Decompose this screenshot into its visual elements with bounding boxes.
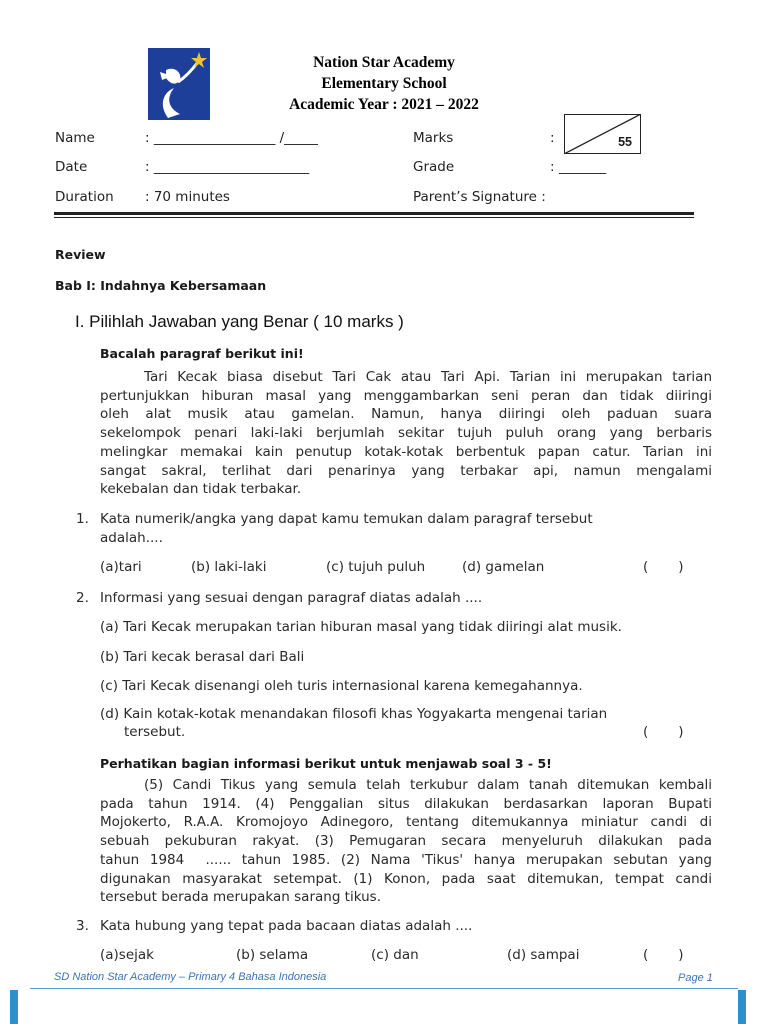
question-number: 3. [76,918,89,934]
footer-line [30,988,738,989]
paragraph-line: digunakan masyarakat setempat. (1) Konon, pada saat ditemukan, tempat candi [100,870,712,887]
name-field[interactable]: : __________________ /_____ [145,130,318,146]
date-field[interactable]: : _______________________ [145,159,310,175]
grade-field[interactable]: : _______ [550,159,607,175]
grade-label: Grade [413,159,455,175]
marks-label: Marks [413,130,454,146]
question-1-text-cont: adalah.... [100,530,163,546]
paragraph-line: sebuah pekuburan rakyat. (3) Pemugaran secara menyeluruh dilakukan pada [100,833,712,850]
footer-page-number: Page 1 [678,972,713,984]
paragraph-line: sangat sakral, terlihat dari penarinya yang terbakar api, namun mengalami [100,462,712,479]
marks-total: 55 [618,135,632,149]
footer-right-bar [738,990,746,1024]
q1-option-d[interactable]: (d) gamelan [462,559,545,575]
marks-box[interactable] [564,114,641,154]
question-3-text: Kata hubung yang tepat pada bacaan diatas adalah .... [100,918,473,934]
section-title: I. Pilihlah Jawaban yang Benar ( 10 marks ) [75,312,404,331]
q2-option-c[interactable]: (c) Tari Kecak disenangi oleh turis internasional karena kemegahannya. [100,678,583,694]
question-number: 1. [76,511,89,527]
academic-year: Academic Year : 2021 – 2022 [289,96,479,113]
q2-option-b[interactable]: (b) Tari kecak berasal dari Bali [100,649,305,665]
review-heading: Review [55,247,106,262]
q3-option-c[interactable]: (c) dan [371,947,419,963]
duration-label: Duration [55,189,114,205]
paragraph-line: Mojokerto, R.A.A. Kromojoyo Adinegoro, tentang ditemukannya miniatur candi di [100,814,712,831]
paragraph-line: oleh alat musik atau gamelan. Namun, hanya diiringi oleh paduan suara [100,406,712,423]
paragraph-line: kekebalan dan tidak terbakar. [100,481,302,498]
q1-answer-blank[interactable]: ( ) [643,559,684,575]
q2-option-a[interactable]: (a) Tari Kecak merupakan tarian hiburan masal yang tidak diiringi alat musik. [100,619,622,635]
q3-option-b[interactable]: (b) selama [236,947,309,963]
q2-answer-blank[interactable]: ( ) [643,724,684,740]
instruction-questions-3-5: Perhatikan bagian informasi berikut untuk menjawab soal 3 - 5! [100,756,552,771]
duration-value: : 70 minutes [145,189,230,205]
paragraph-line: pertunjukkan hiburan masal yang menggambarkan seni peran dan tidak diiringi [100,387,712,404]
paragraph-candi-tikus [100,776,712,907]
header-divider-thin [54,217,694,218]
chapter-heading: Bab I: Indahnya Kebersamaan [55,278,267,293]
name-label: Name [55,130,95,146]
school-name: Nation Star Academy [313,54,455,71]
paragraph-line: sekelompok penari laki-laki berjumlah sekitar tujuh puluh orang yang berbaris [100,425,712,442]
paragraph-line: (5) Candi Tikus yang semula telah terkubur dalam tanah ditemukan kembali [144,777,712,793]
paragraph-tari-kecak [100,368,712,499]
question-1-text: Kata numerik/angka yang dapat kamu temukan dalam paragraf tersebut [100,511,593,527]
q3-answer-blank[interactable]: ( ) [643,947,684,963]
header-divider [54,212,694,215]
school-level: Elementary School [321,75,447,92]
q2-option-d[interactable]: (d) Kain kotak-kotak menandakan filosofi khas Yogyakarta mengenai tarian [100,706,608,722]
parent-signature-label: Parent’s Signature : [413,189,546,205]
q1-option-c[interactable]: (c) tujuh puluh [326,559,426,575]
marks-colon: : [550,130,555,146]
question-2-text: Informasi yang sesuai dengan paragraf diatas adalah .... [100,590,483,606]
q1-option-b[interactable]: (b) laki-laki [191,559,267,575]
q3-option-a[interactable]: (a)sejak [100,947,154,963]
paragraph-line: tersebut berada merupakan sarang tikus. [100,889,382,906]
q2-option-d-cont: tersebut. [124,724,186,740]
footer-course: SD Nation Star Academy – Primary 4 Bahasa Indonesia [54,971,327,983]
q1-option-a[interactable]: (a)tari [100,559,142,575]
paragraph-line: melingkar memakai kain penutup kotak-kotak berbentuk papan catur. Tarian ini [100,443,712,460]
footer-left-bar [10,990,18,1024]
paragraph-line: Tari Kecak biasa disebut Tari Cak atau Tari Api. Tarian ini merupakan tarian [144,369,712,385]
paragraph-line: pada tahun 1914. (4) Penggalian situs dilakukan berdasarkan laporan Bupati [100,795,712,812]
q3-option-d[interactable]: (d) sampai [507,947,580,963]
instruction-read-paragraph: Bacalah paragraf berikut ini! [100,346,304,361]
question-number: 2. [76,590,89,606]
paragraph-line: tahun 1984 ...... tahun 1985. (2) Nama 'Tikus' hanya merupakan sebutan yang [100,851,712,868]
date-label: Date [55,159,88,175]
